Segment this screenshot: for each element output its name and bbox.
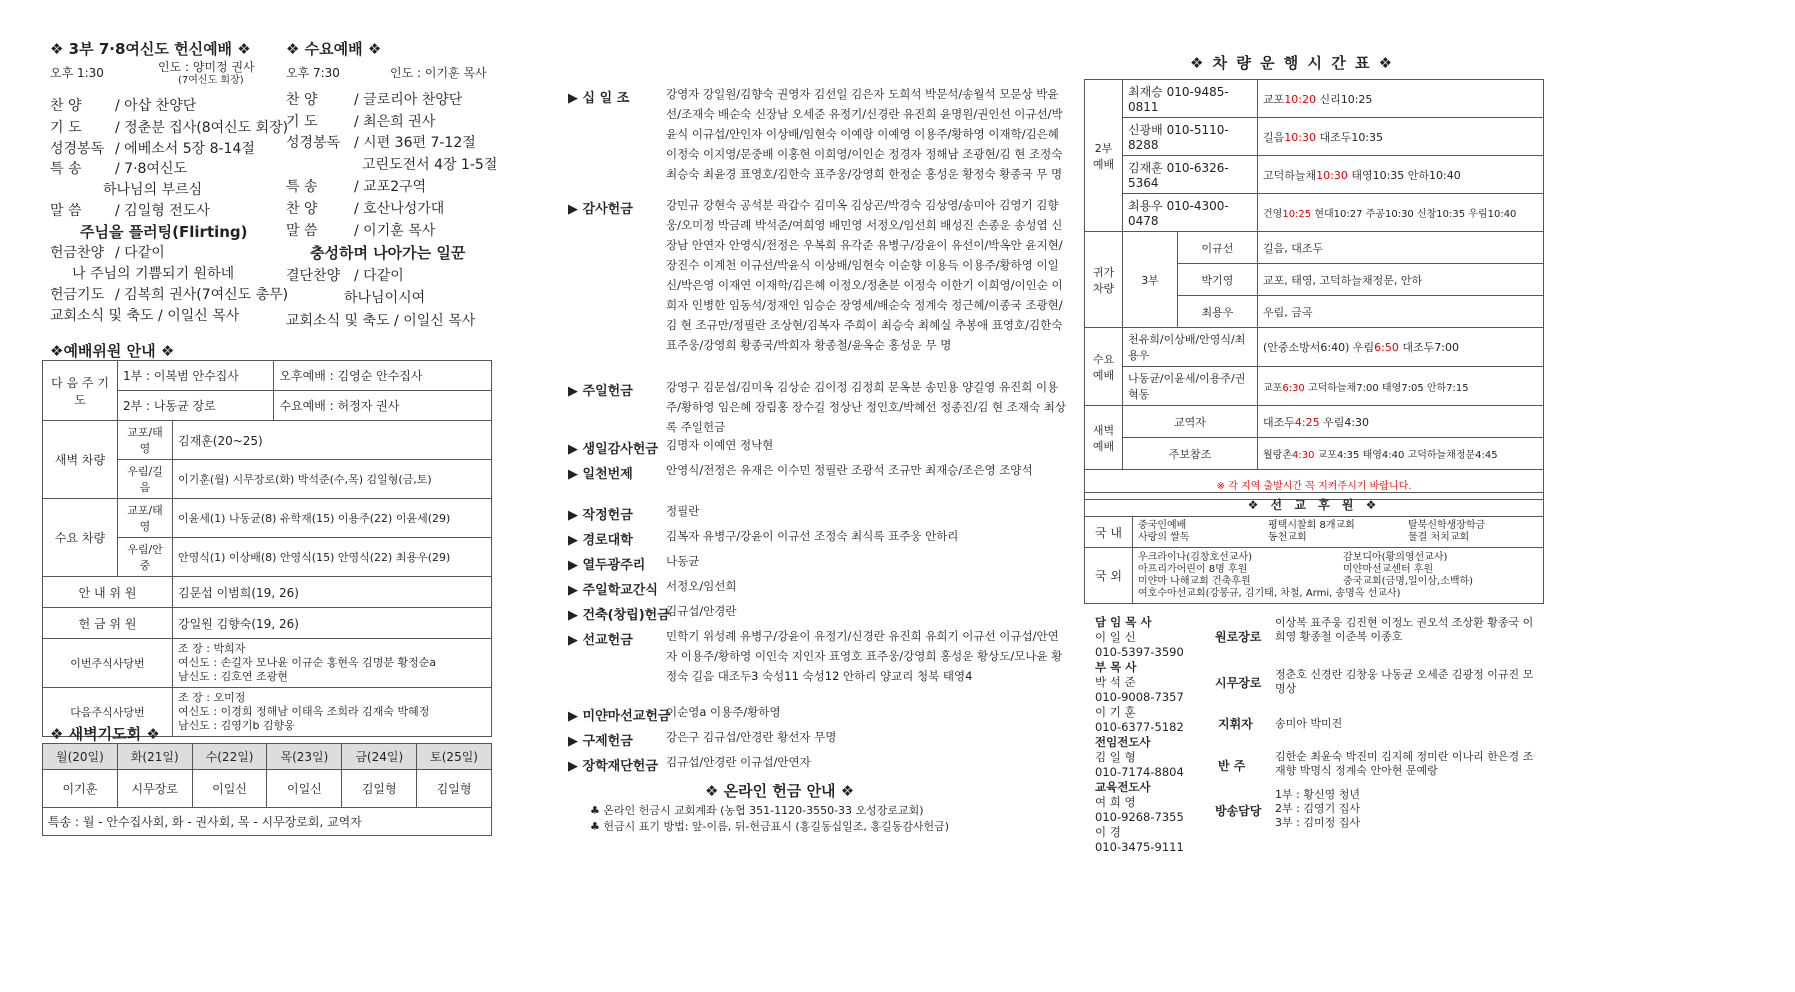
prayer-2: 2부 : 나동균 장로 [118, 391, 274, 421]
offering-label-9: ▶ 주일학교간식 [568, 583, 658, 598]
offering-label-7: ▶ 경로대학 [568, 533, 633, 548]
this-week-meal-label: 이번주식사당번 [43, 639, 173, 688]
s1-item-4: 특 송 / 7·8여신도 [50, 161, 188, 177]
leader-4: 이일신 [267, 770, 342, 808]
s2-item2-1: 특 송 / 교포2구역 [286, 179, 427, 195]
vehicle-home-driver-3: 최용우 [1178, 296, 1258, 328]
offering-names-14: 김규섭/안경란 이규섭/안연자 [666, 755, 811, 769]
dawn-r1-label: 교포/태영 [118, 421, 173, 460]
edu-1-name: 여 희 영 [1095, 795, 1136, 809]
prayer-wed: 수요예배 : 허정자 권사 [274, 391, 492, 421]
s1-offering-prayer: 헌금기도 / 김복희 권사(7여신도 총무) [50, 287, 289, 303]
foreign-2: 감보디아(황의영선교사) [1343, 551, 1448, 563]
s2-closing: 결단찬양 / 다같이 [286, 268, 404, 284]
vehicle-home-route-1: 길음, 대조두 [1258, 232, 1544, 264]
assoc-2-phone: 010-6377-5182 [1095, 720, 1184, 734]
offering-label-6: ▶ 작정헌금 [568, 508, 633, 523]
day-4: 목(23일) [267, 744, 342, 770]
vehicle-home-label: 귀가 차량 [1085, 232, 1123, 328]
vehicle-dawn-route-1: 대조두4:25 우림4:30 [1258, 406, 1544, 438]
offering-names-1: 강영자 강일원/김향숙 권영자 김선일 김은자 도희석 박문석/송월석 모문상 박윤선/조재숙 배순숙 신장남 오세준 유정기/신경란 유진희 윤명원/권인선 이규선/박윤식 이규섭/안인자 이상배/임현숙 이예랑 이예영 이용주/황하영 이재학/김은혜 이정숙 이지영/문중배 이홍현 이희영/이인순 정경자 정해남 조광현/김 현 조정숙 최승숙 최윤경 표영호/김한숙 표주웅/강영희 한정순 홍성운 황정숙 황종국 무 명 [666, 87, 1063, 181]
offering-label-12: ▶ 미얀마선교헌금 [568, 709, 671, 724]
foreign-3: 아프리가어린이 8명 후원 [1138, 563, 1248, 575]
vehicle-wed-driver-1: 천유희/이상배/안영식/최용우 [1123, 328, 1258, 367]
this-week-meal-1: 조 장 : 박희자 [178, 642, 246, 655]
broadcast [1275, 788, 1360, 830]
offering-names-13: 강은구 김규섭/안경란 황선자 무명 [666, 730, 837, 744]
domestic-6: 물결 처치교회 [1408, 532, 1470, 543]
next-week-meal-1: 조 장 : 오미정 [178, 691, 246, 704]
pastor-phone: 010-5397-3590 [1095, 645, 1184, 659]
vehicle-p2-route-2: 길음10:30 대조두10:35 [1258, 118, 1544, 156]
conductor-label: 지휘자 [1218, 717, 1253, 731]
this-week-meal-2: 여신도 : 손길자 모나윤 이규순 홍현옥 김명분 황정순a [178, 656, 437, 669]
committee-table [42, 360, 492, 737]
dawn-r1: 김재훈(20~25) [173, 421, 492, 460]
section1-time: 오후 1:30 [50, 66, 104, 80]
active-elders-label: 시무장로 [1215, 676, 1262, 690]
domestic-4: 사랑의 쌀독 [1138, 532, 1190, 543]
wed-r2: 안영식(1) 이상배(8) 안영식(15) 안영식(22) 최용우(29) [173, 538, 492, 577]
s2-item-2: 기 도 / 최은희 권사 [286, 114, 436, 130]
section2-leader: 인도 : 이기훈 목사 [390, 66, 487, 80]
offering-label-11: ▶ 선교헌금 [568, 633, 633, 648]
vehicle-home-driver-2: 박기영 [1178, 264, 1258, 296]
guide-label: 안 내 위 원 [43, 577, 173, 608]
domestic-2: 평택시찰회 8개교회 [1268, 520, 1355, 531]
broadcast-3: 3부 : 김미정 집사 [1275, 816, 1360, 829]
dawn-prayer-table [42, 743, 492, 836]
broadcast-2: 2부 : 김영기 집사 [1275, 802, 1360, 815]
offering-label-3: ▶ 주일헌금 [568, 384, 633, 399]
offering-label-2: ▶ 감사헌금 [568, 202, 633, 217]
offering-names-7: 김복자 유병구/강윤이 이규선 조정숙 최식록 표주웅 안하리 [666, 529, 959, 543]
section2-time: 오후 7:30 [286, 66, 340, 80]
leader-5: 김일형 [342, 770, 417, 808]
offering-names-8: 나동균 [666, 554, 700, 568]
staff-left-column [1095, 615, 1190, 855]
vehicle-home-route-3: 우림, 금곡 [1258, 296, 1544, 328]
leader-1: 이기훈 [43, 770, 118, 808]
this-week-meal-3: 남신도 : 김호연 조광현 [178, 670, 288, 683]
assoc-1-name: 박 석 준 [1095, 675, 1136, 689]
elders: 이상복 표주웅 김진현 이정노 권오석 조상환 황종국 이희영 황종철 이준복 이종호 [1275, 616, 1534, 643]
vehicle-table [1084, 79, 1544, 500]
offering-label-1: ▶ 십 일 조 [568, 91, 630, 106]
online-line-2: ♣ 헌금시 표기 방법: 앞-이름, 뒤-헌금표시 (홍길동십일조, 홍길동감사헌금) [590, 820, 950, 833]
next-week-meal-2: 여신도 : 이경희 정해남 이태옥 조희라 김재숙 박혜정 [178, 705, 430, 718]
offering-names-4: 김명자 이예연 정낙현 [666, 438, 774, 452]
prayer-1: 1부 : 이복범 안수집사 [118, 361, 274, 391]
s1-special-sub: 하나님의 부르심 [103, 182, 203, 198]
assoc-label: 부 목 사 [1095, 660, 1137, 674]
vehicle-p2-driver-3: 김재훈 010-6326-5364 [1123, 156, 1258, 194]
broadcast-label: 방송담당 [1215, 804, 1262, 818]
offering-names-6: 정필란 [666, 504, 700, 518]
next-week-meal-label: 다음주식사당번 [43, 688, 173, 737]
guide: 김문섭 이범희(19, 26) [173, 577, 492, 608]
ev-label: 전임전도사 [1095, 735, 1151, 749]
s2-item-3: 성경봉독 / 시편 36편 7-12절 [286, 135, 476, 151]
s1-sermon-title: 주님을 플러팅(Flirting) [80, 223, 248, 241]
s1-sermon: 말 씀 / 김일형 전도사 [50, 203, 210, 219]
foreign-6: 중국교회(금명,일이삼,소백하) [1343, 575, 1474, 587]
online-title: ❖ 온라인 헌금 안내 ❖ [705, 782, 855, 800]
s2-news: 교회소식 및 축도 / 이일신 목사 [286, 313, 476, 329]
offering-label-8: ▶ 열두광주리 [568, 558, 646, 573]
s1-item-3: 성경봉독 / 에베소서 5장 8-14절 [50, 141, 255, 157]
s2-sermon-title: 충성하며 나아가는 일꾼 [310, 244, 466, 262]
s1-offering-sub: 나 주님의 기쁨되기 원하네 [72, 266, 235, 282]
foreign-4: 미얀마선교센터 후원 [1343, 563, 1434, 575]
vehicle-dawn-route-2: 월랑촌4:30 교포4:35 태영4:40 고덕하늘채정문4:45 [1258, 438, 1544, 470]
s2-item-1: 찬 양 / 글로리아 찬양단 [286, 92, 463, 108]
day-5: 금(24일) [342, 744, 417, 770]
vehicle-p2-route-4: 건영10:25 현대10:27 주공10:30 신창10:35 우림10:40 [1258, 194, 1544, 232]
domestic-1: 중국인예배 [1138, 520, 1187, 531]
leader-2: 시무장로 [117, 770, 192, 808]
offering-committee: 강일원 김향숙(19, 26) [173, 608, 492, 639]
day-2: 화(21일) [117, 744, 192, 770]
dawn-prayer-title: ❖ 새벽기도회 ❖ [50, 725, 160, 743]
section1-leader: 인도 : 양미정 권사 [158, 60, 255, 74]
vehicle-note: ※ 각 지역 출발시간 꼭 지켜주시기 바랍니다. [1085, 470, 1544, 500]
vehicle-dawn-driver-2: 주보참조 [1123, 438, 1258, 470]
ev-phone: 010-7174-8804 [1095, 765, 1184, 779]
offering-label-13: ▶ 구제헌금 [568, 734, 633, 749]
vehicle-p2-route-3: 고덕하늘채10:30 태영10:35 안하10:40 [1258, 156, 1544, 194]
wed-r1-label: 교포/태영 [118, 499, 173, 538]
section1-leader-sub: (7여신도 회장) [178, 75, 244, 86]
foreign-1: 우크라이나(김창호선교사) [1138, 551, 1253, 563]
wed-r1: 이윤세(1) 나동균(8) 유학재(15) 이용주(22) 이윤세(29) [173, 499, 492, 538]
assoc-2-name: 이 기 훈 [1095, 705, 1136, 719]
conductor: 송미아 박미진 [1275, 717, 1343, 730]
edu-2-phone: 010-3475-9111 [1095, 840, 1184, 854]
offering-committee-label: 헌 금 위 원 [43, 608, 173, 639]
offering-names-5: 안영식/전정은 유재은 이수민 정필란 조광석 조규만 최재승/조은영 조양석 [666, 463, 1033, 477]
section1-title: ❖ 3부 7·8여신도 헌신예배 ❖ [50, 40, 251, 58]
pastor-label: 담 임 목 사 [1095, 615, 1152, 629]
s1-offering: 헌금찬양 / 다같이 [50, 245, 165, 261]
vehicle-dawn-driver-1: 교역자 [1123, 406, 1258, 438]
vehicle-wed-label: 수요 예배 [1085, 328, 1123, 406]
vehicle-p2-driver-4: 최용우 010-4300-0478 [1123, 194, 1258, 232]
vehicle-p2-driver-2: 신광배 010-5110-8288 [1123, 118, 1258, 156]
domestic-5: 동천교회 [1268, 532, 1307, 543]
offering-label-4: ▶ 생일감사헌금 [568, 442, 658, 457]
elders-label: 원로장로 [1215, 630, 1262, 644]
assoc-1-phone: 010-9008-7357 [1095, 690, 1184, 704]
vehicle-wed-driver-2: 나동균/이윤세/이용주/권혁동 [1123, 367, 1258, 406]
day-1: 월(20일) [43, 744, 118, 770]
offering-names-3: 강영구 김문섭/김미옥 김상순 김이정 김정희 문옥분 송민용 양길영 유진희 이용주/황하영 임은혜 장림홍 장수길 정상난 정인호/박혜선 정종진/김 현 조재숙 최상록 주일헌금 [666, 380, 1067, 434]
s1-item-1: 찬 양 / 아삽 찬양단 [50, 98, 197, 114]
mission-title: ❖ 선 교 후 원 ❖ [1085, 493, 1544, 517]
foreign-7: 여호수아선교회(강봉규, 김기태, 차철, Armi, 송명옥 선교사) [1138, 587, 1401, 599]
s2-item2-3: 말 씀 / 이기훈 목사 [286, 223, 436, 239]
active-elders: 정춘호 신경란 김창웅 나동균 오세준 김광정 이규진 모명상 [1275, 668, 1534, 695]
wed-r2-label: 우림/안중 [118, 538, 173, 577]
offering-label-5: ▶ 일천번제 [568, 467, 633, 482]
s2-closing-sub: 하나님이시여 [344, 290, 426, 306]
online-line-1: ♣ 온라인 헌금시 교회계좌 (농협 351-1120-3550-33 오성장로교회) [590, 804, 924, 817]
prayer-pm: 오후예배 : 김영순 안수집사 [274, 361, 492, 391]
leader-3: 이일신 [192, 770, 267, 808]
vehicle-home-driver-1: 이규선 [1178, 232, 1258, 264]
offering-names-11: 민학기 위성례 유병구/강윤이 유정기/신경란 유진희 유희기 이규선 이규섭/안연자 이용주/황하영 이인숙 지인자 표영호 표주웅/강영희 홍성운 황상도/모나윤 황정숙 길음 대조두3 숙성11 숙성12 안하리 양교리 청북 태영4 [666, 629, 1063, 683]
broadcast-1: 1부 : 황신영 청년 [1275, 788, 1360, 801]
vehicle-dawn-label: 새벽 예배 [1085, 406, 1123, 470]
accompanist: 김한순 최윤숙 박진미 김지혜 정미란 이나리 한은경 조재향 박명식 정계숙 안아현 문예랑 [1275, 750, 1534, 777]
pastor-name: 이 일 신 [1095, 630, 1136, 644]
dawn-car-label: 새벽 차량 [43, 421, 118, 499]
s1-item-2: 기 도 / 정춘분 집사(8여신도 회장) [50, 120, 289, 136]
offering-label-14: ▶ 장학재단헌금 [568, 759, 658, 774]
wed-car-label: 수요 차량 [43, 499, 118, 577]
s2-item2-2: 찬 양 / 호산나성가대 [286, 201, 445, 217]
s2-reading-sub: 고린도전서 4장 1-5절 [362, 157, 498, 173]
dawn-r2: 이기훈(월) 시무장로(화) 박석준(수,목) 김일형(금,토) [173, 460, 492, 499]
offering-label-10: ▶ 건축(창립)헌금 [568, 608, 670, 623]
edu-label: 교육전도사 [1095, 780, 1151, 794]
accompanist-label: 반 주 [1218, 759, 1246, 773]
vehicle-wed-route-2: 교포6:30 고덕하늘채7:00 태영7:05 안하7:15 [1258, 367, 1544, 406]
offering-names-9: 서정오/임선희 [666, 579, 737, 593]
domestic-3: 탈북신학생장학금 [1408, 520, 1486, 531]
edu-1-phone: 010-9268-7355 [1095, 810, 1184, 824]
dawn-r2-label: 우림/길음 [118, 460, 173, 499]
vehicle-wed-route-1: (안중소방서6:40) 우림6:50 대조두7:00 [1258, 328, 1544, 367]
vehicle-home-route-2: 교포, 태영, 고덕하늘채정문, 안하 [1258, 264, 1544, 296]
vehicle-home-p3: 3부 [1123, 232, 1178, 328]
ev-name: 김 일 형 [1095, 750, 1136, 764]
vehicle-title: ❖ 차 량 운 행 시 간 표 ❖ [1190, 54, 1395, 72]
foreign-5: 미얀마 나해교회 건축후원 [1138, 575, 1251, 587]
next-prayer-label: 다 음 주 기 도 [43, 361, 118, 421]
offering-names-12: 이순영a 이용주/황하영 [666, 705, 781, 719]
day-6: 토(25일) [417, 744, 492, 770]
s1-news: 교회소식 및 축도 / 이일신 목사 [50, 308, 240, 324]
section2-title: ❖ 수요예배 ❖ [286, 40, 382, 58]
edu-2-name: 이 경 [1095, 825, 1121, 839]
vehicle-p2-label: 2부 예배 [1085, 80, 1123, 232]
mission-domestic-label: 국 내 [1085, 517, 1133, 548]
next-week-meal-3: 남신도 : 김영기b 김향웅 [178, 719, 295, 732]
vehicle-p2-driver-1: 최재승 010-9485-0811 [1123, 80, 1258, 118]
day-3: 수(22일) [192, 744, 267, 770]
offering-names-10: 김규섭/안경란 [666, 604, 737, 618]
mission-table [1084, 492, 1544, 604]
offering-names-2: 강민규 강현숙 공석분 곽갑수 김미옥 김상곤/박경숙 김상영/송미아 김영기 김향웅/오미정 박금례 박석준/여희영 배민영 서정오/임선희 배성진 손종운 송성엽 신장남 안연자 안영식/전정은 우복희 유각준 유병구/강윤이 유선이/박옥안 윤지현/장진수 이계천 이규선/박윤식 이상배/임현숙 이순향 이용득 이용주/황하영 이일신/박은영 이재연 이재학/김은혜 이정오/정춘분 이정숙 이한기 이희영/이인순 이희자 인병한 임동석/정재인 임승순 장영세/배순숙 정계숙 정근혜/이종국 조광현/김 현 조규만/정필란 조상현/김복자 주희이 최승숙 최혜실 추봉애 표영호/김한숙 표주웅/강영희 황종국/박희자 황종철/윤옥순 홍성운 무 명 [666, 198, 1063, 352]
committee-title: ❖예배위원 안내 ❖ [50, 342, 175, 360]
mission-foreign-label: 국 외 [1085, 548, 1133, 604]
vehicle-p2-route-1: 교포10:20 신리10:25 [1258, 80, 1544, 118]
dawn-prayer-note: 특송 : 월 - 안수집사회, 화 - 권사회, 목 - 시무장로회, 교역자 [43, 808, 492, 836]
leader-6: 김일형 [417, 770, 492, 808]
